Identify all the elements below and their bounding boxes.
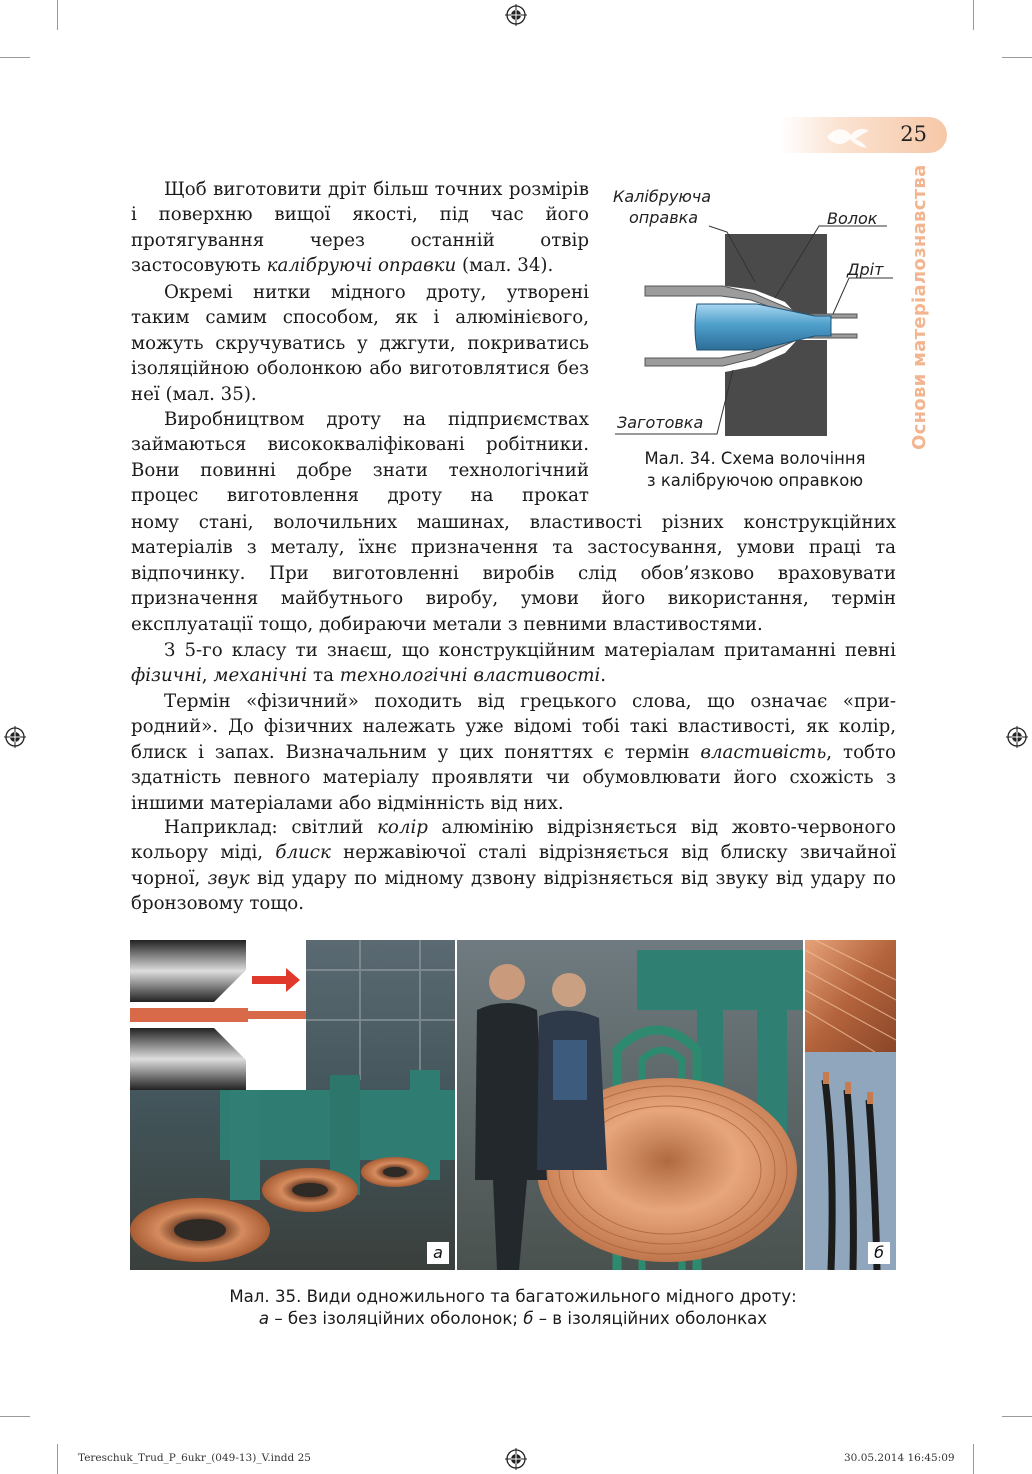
photo-workers-coil	[457, 940, 803, 1270]
label-mandrel-1: Калібруюча	[613, 187, 712, 206]
label-die: Волок	[827, 209, 878, 228]
photo-wire-factory	[130, 940, 455, 1270]
crop-mark	[0, 57, 30, 58]
photo-label-b: б	[868, 1242, 890, 1264]
paragraph: Наприклад: світлий колір алюмінію відрізняється від жовто-червоного кольору міді, блиск нержавіючої сталі відрізняється від блиску звичайної чорної, звук від удару по мідному дзвону відрізняється від звуку від удару по бронзовому тощо.	[131, 817, 897, 915]
photo-copper-cables	[805, 940, 896, 1270]
paragraph: З 5-го класу ти знаєш, що конструкційним матеріалам притаманні певні фізичні, механічні та технологічні властивості.	[131, 640, 896, 687]
crop-mark	[57, 0, 58, 30]
emphasis: колір	[377, 817, 428, 838]
emphasis: звук	[207, 867, 250, 889]
emphasis: механічні	[213, 665, 308, 687]
emphasis: властивість	[700, 741, 827, 763]
paragraph: Виробництвом дроту на підприємствах займаються висококваліфіковані робітники. Вони повинні добре знати технологічний процес виготовлення дроту на прокат	[131, 409, 589, 507]
crop-mark	[1002, 57, 1032, 58]
crop-mark	[1002, 1416, 1032, 1417]
crop-mark	[973, 1444, 974, 1474]
emphasis: фізичні	[131, 665, 202, 687]
label-wire: Дріт	[847, 260, 884, 279]
figure-34-caption: Мал. 34. Схема волочіння з калібруючою оправкою	[644, 449, 866, 490]
page-number: 25	[900, 122, 927, 146]
label-mandrel-2: оправка	[629, 208, 699, 227]
drawing-die-diagram	[605, 178, 895, 440]
paragraph: Щоб виготовити дріт більш точних розмірів і поверхню вищої якості, під час його протягування через останній отвір застосовують калібруючі оправки (мал. 34).	[131, 179, 589, 277]
crop-mark	[57, 1444, 58, 1474]
ornament-icon	[825, 123, 871, 149]
footer-timestamp: 30.05.2014 16:45:09	[844, 1452, 955, 1464]
section-side-title: Основи матеріалознавства	[909, 164, 930, 450]
registration-mark-icon	[505, 1448, 527, 1470]
photo-label-a: а	[427, 1242, 449, 1264]
paragraph: Термін «фізичний» походить від грецького слова, що означає «природний». До фізичних належать уже відомі тобі такі властивості, як колір, блиск і запах. Визначальним у цих поняттях є термін властивість, тобто здатність певного матеріалу проявляти чи обумовлювати його схожість з іншими матеріалами або відмінність від них.	[131, 691, 896, 814]
label-blank: Заготовка	[617, 413, 704, 432]
figure-35-caption: Мал. 35. Види одножильного та багатожильного мідного дроту: а – без ізоляційних оболонок; б – в ізоляційних оболонках	[229, 1287, 797, 1328]
page-number-tab	[780, 117, 947, 153]
paragraph: ному стані, волочильних машинах, властивості різних конструкційних матеріалів з металу, їхнє призначення та застосування, умови праці та відпочинку. При виготовленні виробів слід обов’язково враховувати призначення майбутнього виробу, умови його використання, термін експлуатації тощо, добираючи метали з певними властивостями.	[131, 512, 896, 635]
paragraph: Окремі нитки мідного дроту, утворені таким самим способом, як і алюмінієвого, можуть скручуватись у джгути, покриватись ізоляційною оболонкою або виготовлятися без неї (мал. 35).	[131, 282, 589, 405]
registration-mark-icon	[4, 726, 26, 748]
crop-mark	[973, 0, 974, 30]
footer-file-slug: Tereschuk_Trud_P_6ukr_(049-13)_V.indd 25	[78, 1452, 311, 1464]
emphasis: калібруючі оправки	[266, 255, 457, 277]
emphasis: технологічні властивості	[339, 665, 601, 687]
crop-mark	[0, 1416, 30, 1417]
emphasis: блиск	[275, 842, 331, 864]
registration-mark-icon	[505, 4, 527, 26]
registration-mark-icon	[1006, 726, 1028, 748]
